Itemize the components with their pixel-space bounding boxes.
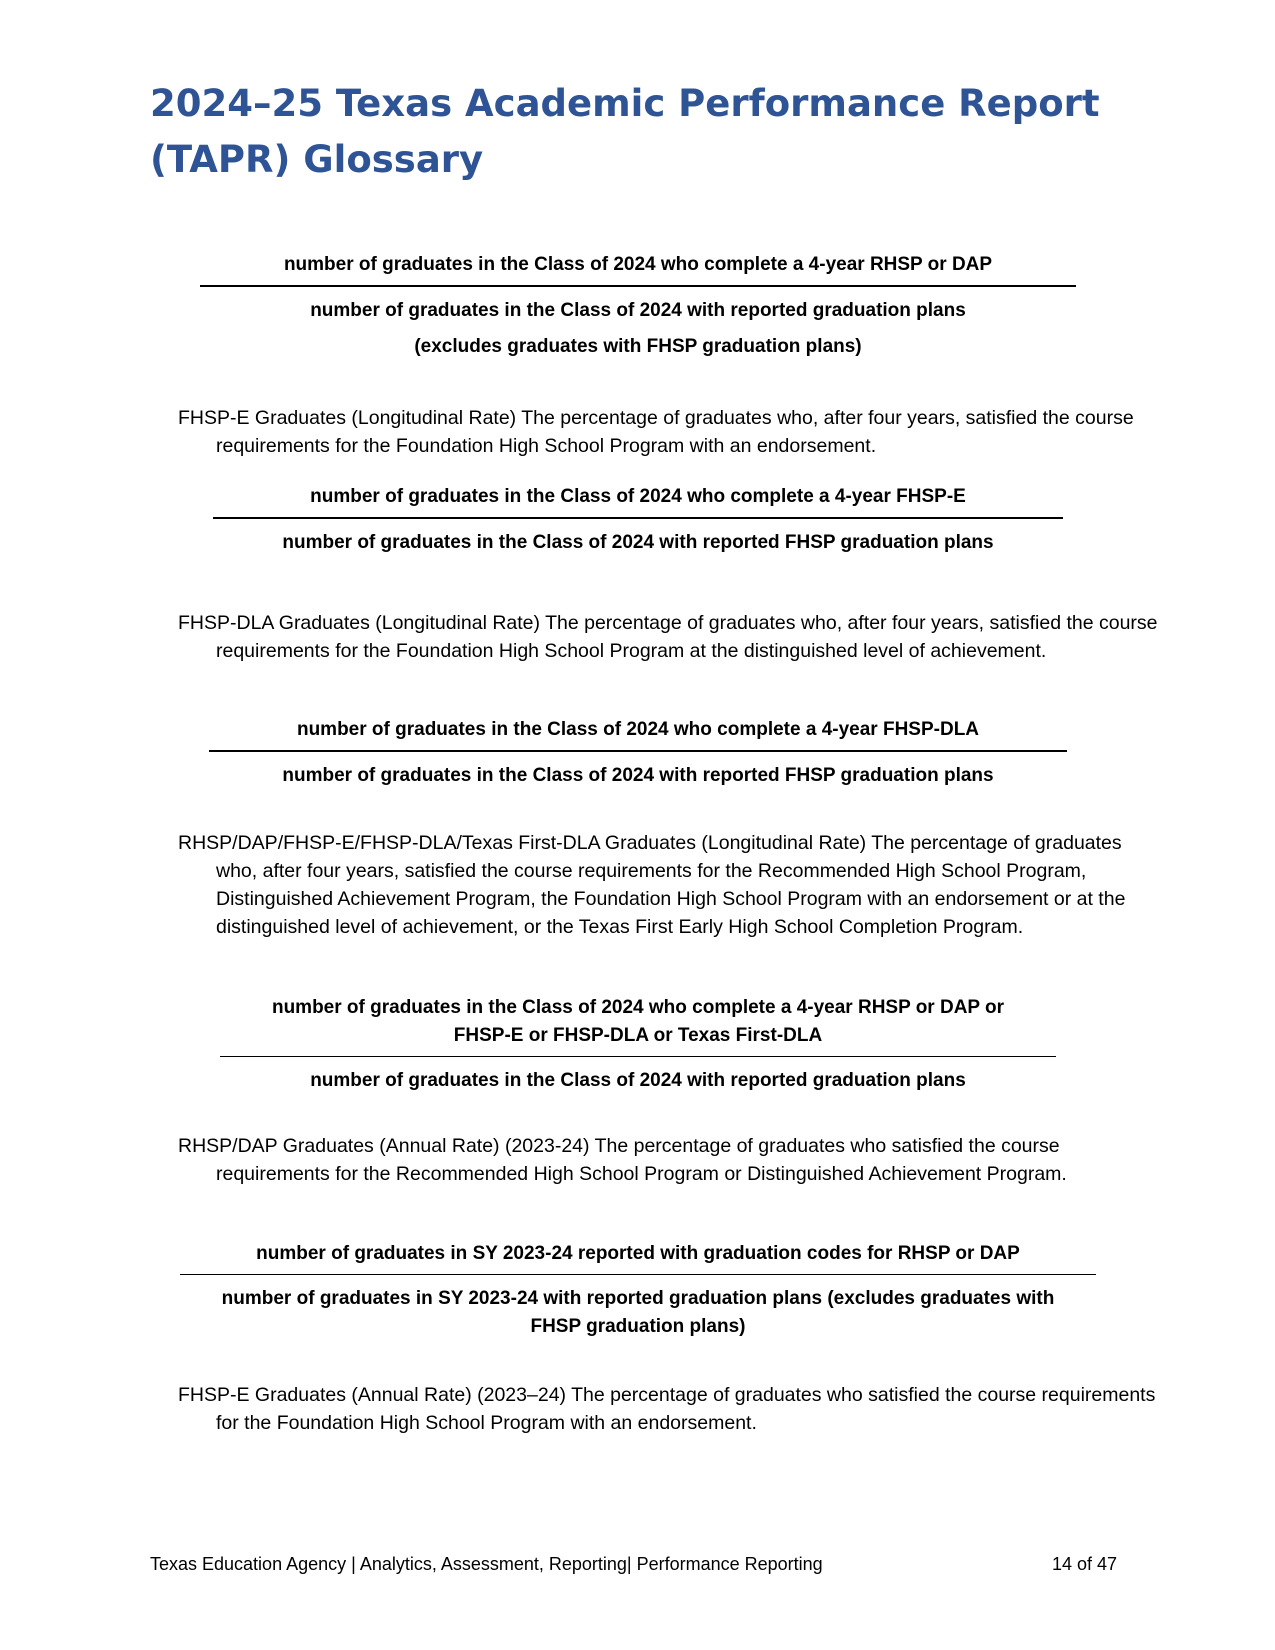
formula-combined-longitudinal (220, 994, 1056, 1095)
formula-numerator-line-2: FHSP-E or FHSP-DLA or Texas First-DLA (453, 1025, 823, 1046)
formula-denominator-line-2: FHSP graduation plans) (530, 1316, 746, 1337)
formula-numerator: number of graduates in the Class of 2024 who complete a 4-year FHSP-DLA (296, 719, 980, 740)
footer-page-number: 14 of 47 (1052, 1554, 1118, 1574)
formula-rhsp-dap-annual (180, 1240, 1096, 1341)
formula-rhsp-dap-longitudinal (200, 251, 1076, 361)
formula-denominator: number of graduates in the Class of 2024 with reported FHSP graduation plans (282, 765, 994, 786)
glossary-entry-rhsp-dap-annual: RHSP/DAP Graduates (Annual Rate) (2023-24) The percentage of graduates who satisfied the course requirements for the Recommended High School Program or Distinguished Achievement Program. (178, 1135, 1067, 1185)
fraction-bar (200, 285, 1076, 287)
fraction-bar (213, 517, 1063, 519)
formula-fhsp-dla-longitudinal (209, 716, 1067, 790)
formula-denominator-line-1: number of graduates in SY 2023-24 with reported graduation plans (excludes graduates with (221, 1288, 1055, 1309)
formula-fhsp-e-longitudinal (213, 483, 1063, 557)
formula-denominator: number of graduates in the Class of 2024 with reported graduation plans (310, 300, 966, 321)
formula-denominator: number of graduates in the Class of 2024 with reported FHSP graduation plans (282, 532, 994, 553)
glossary-entry-fhsp-e-longitudinal: FHSP-E Graduates (Longitudinal Rate) The percentage of graduates who, after four years, satisfied the course requirements for the Foundation High School Program with an endorsement. (178, 407, 1134, 457)
page-title-line-2: (TAPR) Glossary (150, 138, 484, 181)
formula-numerator: number of graduates in SY 2023-24 reported with graduation codes for RHSP or DAP (256, 1243, 1020, 1264)
glossary-entry-combined-longitudinal: RHSP/DAP/FHSP-E/FHSP-DLA/Texas First-DLA Graduates (Longitudinal Rate) The percentage of graduates who, after four years, satisfied the course requirements for the Recommended High School Program, Distinguished Achievement Program, the Foundation High School Program with an endorsement or at the distinguished level of achievement, or the Texas First Early High School Completion Program. (178, 832, 1126, 938)
page-title-line-1: 2024–25 Texas Academic Performance Report (150, 82, 1100, 125)
footer-agency: Texas Education Agency | Analytics, Assessment, Reporting| Performance Reporting (150, 1554, 823, 1574)
glossary-entry-fhsp-e-annual: FHSP-E Graduates (Annual Rate) (2023–24) The percentage of graduates who satisfied the course requirements for the Foundation High School Program with an endorsement. (178, 1384, 1156, 1434)
formula-numerator: number of graduates in the Class of 2024 who complete a 4-year FHSP-E (310, 486, 966, 507)
page-title (150, 76, 1150, 188)
formula-numerator-line-1: number of graduates in the Class of 2024 who complete a 4-year RHSP or DAP or (271, 997, 1005, 1018)
formula-note: (excludes graduates with FHSP graduation plans) (414, 336, 862, 357)
glossary-entry-fhsp-dla-longitudinal: FHSP-DLA Graduates (Longitudinal Rate) The percentage of graduates who, after four years, satisfied the course requirements for the Foundation High School Program at the distinguished level of achievement. (178, 612, 1158, 662)
fraction-bar (209, 750, 1067, 752)
formula-denominator: number of graduates in the Class of 2024 with reported graduation plans (310, 1070, 966, 1091)
formula-numerator: number of graduates in the Class of 2024 who complete a 4-year RHSP or DAP (283, 254, 993, 275)
fraction-bar (180, 1274, 1096, 1275)
fraction-bar (220, 1056, 1056, 1057)
